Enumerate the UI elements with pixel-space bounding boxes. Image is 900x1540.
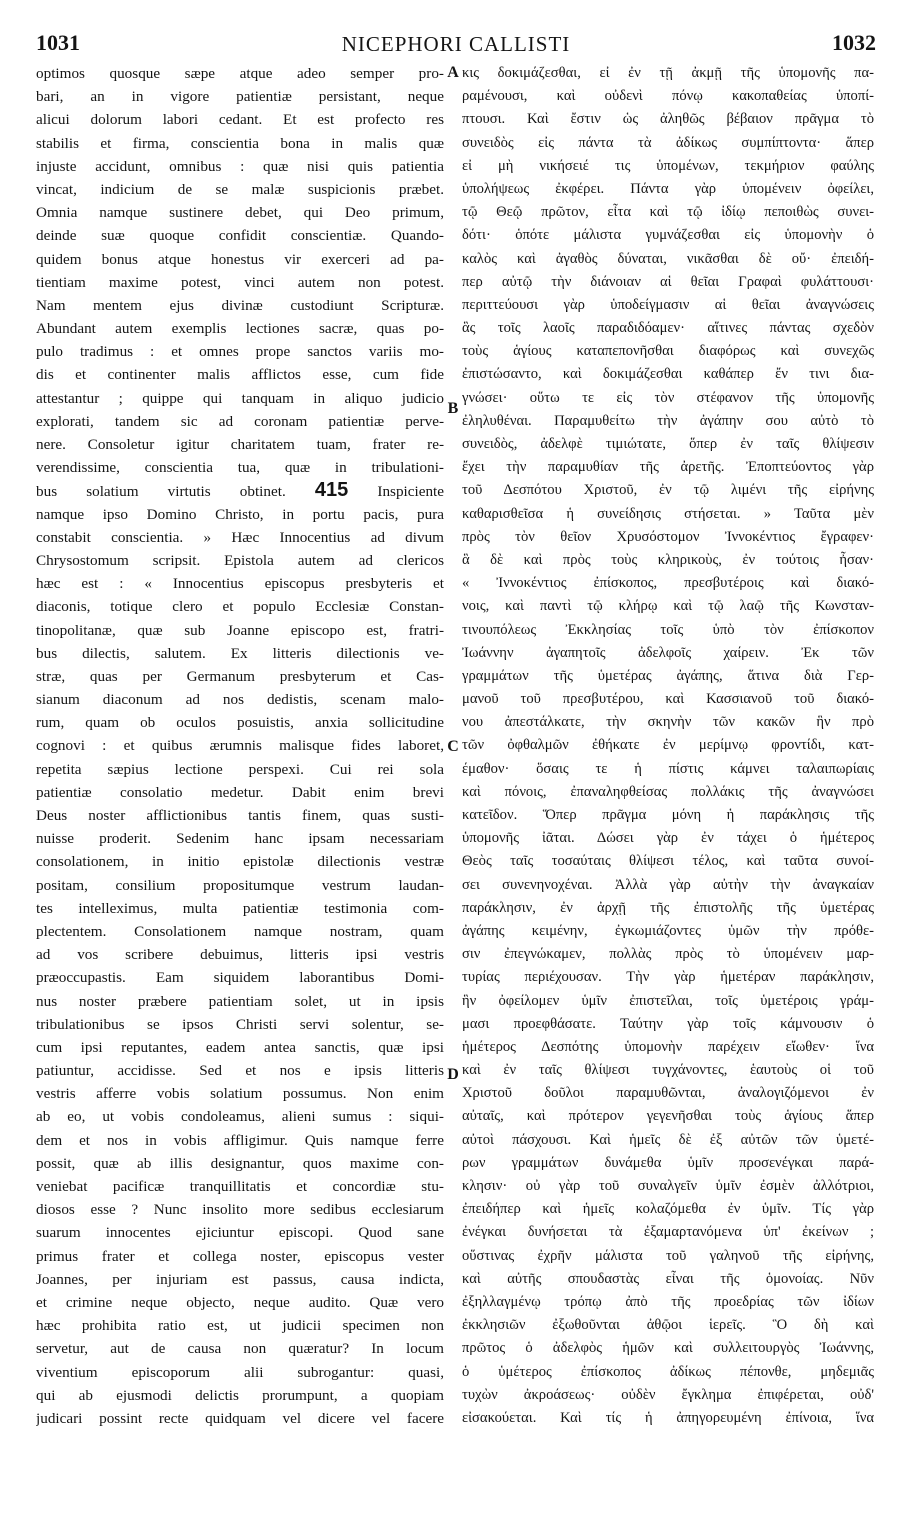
latin-text-line: pulo tradimus : et omnes prope sanctos variis mo- [36, 343, 444, 361]
latin-text-line: nuisse proderit. Sedenim hanc ipsam necessariam [36, 830, 444, 848]
greek-text-line: νοις, καὶ παντὶ τῷ κλήρῳ καὶ τῷ λαῷ τῆς Κωνσταν- [462, 598, 874, 615]
latin-text-segment: Inspiciente [377, 483, 444, 501]
latin-text-line: deinde suæ quoque confidit conscientiæ. Quando- [36, 227, 444, 245]
latin-text-line: injuste accidunt, omnibus : quæ nisi quis patientia [36, 157, 444, 175]
greek-text-line: σιν ἐπεγνώκαμεν, πολλὰς πρὸς τὸ ὑπομένειν μαρ- [462, 946, 874, 963]
greek-text-line: κατεῖδον. Ὅπερ πρᾶγμα μόνη ἡ παράκλησις τῆς [462, 807, 874, 823]
greek-text-line: καθαρισθεῖσα ἡ συνείδησις στήσεται. » Ταῦτα μὲν [462, 505, 874, 522]
greek-text-line: ἣν ὀφείλομεν ὑμῖν ἐπιστεῖλαι, τοῖς ὑμετέροις γράμ- [462, 992, 874, 1009]
greek-text-line: ἐκκλησιῶν ἐξωθοῦνται ἀθῷοι ἱερεῖς. Ὃ δὴ καὶ [462, 1317, 874, 1334]
latin-text-line: tientiam maxime potest, vinci autem non potest. [36, 273, 444, 291]
latin-text-line: viventium episcoporum alii subrogantur: quasi, [36, 1363, 444, 1381]
latin-text-line: hæc prohibita ratio est, ut judicii specimen non [36, 1317, 444, 1335]
latin-text-line: vincat, indicium de se malæ suspicionis præbet. [36, 180, 444, 198]
latin-text-line: cum ipsi reputantes, eadem antea sanctis, quæ ipsi [36, 1038, 444, 1056]
greek-text-line: ρων γραμμάτων δυνάμεθα ὑμῖν προσενέγκαι παρά- [462, 1154, 874, 1171]
latin-text-line: stabilis et firma, conscientia bona in malis quæ [36, 134, 444, 152]
latin-text-line: dis et continenter malis afflictos esse, cum fide [36, 366, 444, 384]
latin-text-line: Joannes, per injuriam est passus, causa indicta, [36, 1270, 444, 1288]
latin-text-line: repetita sæpius lectione perspexi. Cui rei sola [36, 760, 444, 778]
latin-text-line: namque ipso Domino Christo, in portu pacis, pura [36, 505, 444, 523]
greek-text-line: τυρίας περιέχουσαν. Τὴν γὰρ ἡμετέραν παράκλησιν, [462, 969, 874, 986]
latin-text-line: primus frater et collega noster, episcopus vester [36, 1247, 444, 1265]
margin-marker-c: C [447, 738, 459, 755]
latin-text-line: patiuntur, accidisse. Sed et nos e ipsis litteris [36, 1062, 444, 1080]
page-header [36, 30, 876, 60]
greek-text-line: τῶν ὀφθαλμῶν ἐθήκατε ἐν μερίμνῳ φροντίδι, κατ- [462, 737, 874, 754]
greek-text-line: περιττεύουσι γὰρ ὑποδείγμασιν αἱ θεῖαι ἀναγνώσεις [462, 296, 874, 313]
greek-text-line: Χριστοῦ δοῦλοι παραμυθῶνται, ἀναλογιζόμενοι ἐν [462, 1085, 874, 1102]
margin-marker-a: A [447, 64, 459, 81]
greek-text-line: κλησιν· οὐ γὰρ τοῦ συναλγεῖν ὑμῖν ἐσμὲν ἀλλότριοι, [462, 1178, 874, 1194]
margin-marker-b: B [447, 400, 459, 417]
greek-text-line: ὁ ὑμέτερος ἐπίσκοπος ἀδίκως πέπονθε, μηδεμιᾶς [462, 1363, 874, 1380]
greek-text-line: ἐξηλλαγμένῳ τρόπῳ ἀπὸ τῆς προεδρίας τῶν ἰδίων [462, 1293, 874, 1310]
page-number-left: 1031 [36, 30, 80, 55]
latin-text-line: positam, consilium propositumque vestrum laudan- [36, 876, 444, 894]
greek-text-line: καὶ αὐτῆς σπουδαστὰς εἶναι τῆς ὁμονοίας. Νῦν [462, 1270, 874, 1287]
greek-text-line: νου ἀπεστάλκατε, τὴν σκηνὴν τῶν κακῶν ἣν πρὸ [462, 714, 874, 731]
latin-text-line: patientiæ consolatio medetur. Dabit enim brevi [36, 783, 444, 801]
latin-text-line: verendissime, conscientia tua, quæ in tribulationi- [36, 459, 444, 477]
latin-text-line: dem et nos in vobis affligimur. Quis namque ferre [36, 1131, 444, 1149]
greek-text-line: καλὸς καὶ ἀγαθὸς δύναται, νικᾶσθαι δὲ οὔ· ἐπειδή- [462, 250, 874, 267]
latin-text-line: explorati, tandem sic ad coronam patientiæ perve- [36, 412, 444, 430]
greek-text-line: σει συνενηνοχέναι. Ἀλλὰ γὰρ αὐτὴν τὴν ἀναγκαίαν [462, 876, 874, 893]
greek-text-line: οὕστινας ἐχρῆν μάλιστα τοῦ γαληνοῦ τῆς εἰρήνης, [462, 1247, 874, 1264]
greek-text-line: πρῶτος ὁ ἀδελφὸς ἡμῶν καὶ συλλειτουργὸς Ἰωάννης, [462, 1340, 874, 1357]
latin-text-line: Omnia namque sustinere debet, qui Deo primum, [36, 204, 444, 222]
greek-text-line: ἔχει τὴν παραμυθίαν τῆς ἀρετῆς. Ἐποπτεύοντος γὰρ [462, 459, 874, 476]
latin-text-line-with-column-number [36, 479, 444, 502]
latin-text-line: quidem bonus atque honestus vir exerceri ad pa- [36, 250, 444, 268]
latin-text-line: tes intelleximus, multa patientiæ testimonia com- [36, 899, 444, 917]
greek-text-line: πτουσι. Καὶ ἔστιν ὡς ἀληθῶς βέβαιον πρᾶγμα τὸ [462, 111, 874, 128]
greek-text-line: εἰ μὴ νικήσειέ τις ὑπομένων, τεκμήριον φαύλης [462, 157, 874, 174]
greek-text-line: ἃς τοῖς λαοῖς παραδιδόαμεν· αἵτινες πάντας σχεδὸν [462, 320, 874, 337]
latin-text-line: consolationem, in initio epistolæ dilectionis vestræ [36, 853, 444, 871]
greek-text-line: περ αὐτῷ τὴν διάνοιαν αἱ θεῖαι Γραφαὶ φυλάττουσι· [462, 273, 874, 290]
latin-text-line: attestantur ; quippe qui tanquam in aliquo judicio [36, 389, 444, 407]
latin-text-line: optimos quosque sæpe atque adeo semper pro- [36, 65, 444, 82]
latin-text-line: bus dilectis, salutem. Ex litteris dilectionis ve- [36, 644, 444, 662]
latin-text-line: Abundant autem exemplis lectiones sacræ, quas po- [36, 320, 444, 338]
latin-text-line: Chrysostomum scripsit. Epistola autem ad clericos [36, 551, 444, 569]
greek-text-line: συνειδὸς εἰς πάντα τὰ ἀδίκως συμπίπτοντα· ἅπερ [462, 134, 874, 151]
greek-text-line: ἐπειδήπερ καὶ ἡμεῖς κολαζόμεθα ἐν ὑμῖν. Τίς γὰρ [462, 1201, 874, 1218]
column-number: 415 [314, 479, 349, 502]
latin-text-line: bari, an in vigore patientiæ persistant, neque [36, 88, 444, 106]
latin-text-line: Nam mentem ejus divinæ custodiunt Scripturæ. [36, 296, 444, 314]
latin-text-line: et crimine neque objecto, neque audito. Quæ vero [36, 1293, 444, 1311]
greek-text-line: ἀγάπης κειμένην, ἐγκωμιάζοντες ὑμῶν τὴν πρόθε- [462, 922, 874, 939]
latin-text-line: possit, quæ ab illis designantur, quos maxime con- [36, 1154, 444, 1172]
latin-text-line: diaconis, totique clero et populo Ecclesiæ Constan- [36, 598, 444, 616]
greek-text-line: πρὸς τὸν θεῖον Χρυσόστομον Ἰννοκέντιος ἔγραφεν· [462, 528, 874, 545]
greek-text-line: αὐταῖς, καὶ πρότερον γεγενῆσθαι τοὺς ἁγίους ἅπερ [462, 1108, 874, 1125]
greek-text-line: αὐτοὶ πάσχουσι. Καὶ ἡμεῖς δὲ ἐξ αὐτῶν τῶν ὑμετέ- [462, 1131, 874, 1148]
greek-text-line: ραμένουσι, καὶ οὐδενὶ πόνῳ κακοπαθείας ὑποπί- [462, 88, 874, 105]
greek-text-line: γραμμάτων τῆς ὑμετέρας ἀγάπης, ἅτινα διὰ Γερ- [462, 667, 874, 684]
latin-text-segment: bus solatium virtutis obtinet. [36, 483, 286, 501]
greek-text-line: συνειδὸς, ἀδελφὲ τιμιώτατε, ὅπερ ἐν ταῖς θλίψεσιν [462, 436, 874, 452]
running-title: NICEPHORI CALLISTI [341, 32, 571, 56]
greek-text-line: ὑπομονῆς ἰᾶται. Δώσει γὰρ ἐν τάχει ὁ ἡμέτερος [462, 830, 874, 847]
latin-text-line: nus noster præbere patientiam solet, ut in ipsis [36, 992, 444, 1010]
latin-text-line: suarum innocentes ejiciuntur episcopi. Quod sane [36, 1224, 444, 1242]
margin-marker-d: D [447, 1066, 459, 1083]
greek-text-line: καὶ πόνοις, ἐπαναληφθείσας πολλάκις τῆς ἀναγνώσει [462, 783, 874, 800]
latin-text-line: veniebat pacificæ tranquillitatis et concordiæ stu- [36, 1178, 444, 1195]
latin-text-line: alicui dolorum labori cedant. Et est profecto res [36, 111, 444, 129]
latin-text-line: qui ab ejusmodi delictis prorumpunt, a quopiam [36, 1386, 444, 1404]
page-number-right: 1032 [832, 30, 876, 55]
greek-text-line: ἐπιστώσαντο, καὶ δοκιμάζεσθαι καθάπερ ἔν τινι δια- [462, 366, 874, 383]
greek-text-line: εἰσακούεται. Καὶ τίς ἡ ἀπηγορευμένη ἐπίνοια, ἵνα [462, 1409, 874, 1426]
greek-text-line: μασι προεφθάσατε. Ταύτην γὰρ τοῖς κάμνουσιν ὁ [462, 1015, 874, 1032]
latin-text-line: sianum diaconum ad nos dedistis, scenam malo- [36, 691, 444, 709]
greek-text-line: τυχὼν ἀκροάσεως· οὐδὲν ἔγκλημα ἐπιφέρεται, οὐδ' [462, 1386, 874, 1403]
latin-text-line: præoccupastis. Eam siquidem laborantibus Domi- [36, 969, 444, 987]
latin-text-line: vestris afferre vobis solatium possumus. Non enim [36, 1085, 444, 1103]
latin-text-line: cognovi : et quibus ærumnis malisque fides laboret, [36, 737, 444, 755]
greek-text-line: ἐνέγκαι δυνήσεται τὰ ἐξαμαρτανόμενα ὑπ' ἐκείνων ; [462, 1224, 874, 1241]
latin-text-line: nere. Consoletur igitur charitatem tuam, frater re- [36, 436, 444, 453]
greek-text-line: ἡμέτερος Δεσπότης ὑπομονὴν παρέχειν εἴωθεν· ἵνα [462, 1038, 874, 1055]
latin-text-line: servetur, aut de causa non quæratur? In locum [36, 1340, 444, 1358]
greek-column [462, 62, 874, 1430]
greek-text-line: μανοῦ τοῦ πρεσβυτέρου, καὶ Κασσιανοῦ τοῦ διακό- [462, 691, 874, 708]
greek-text-line: τῷ Θεῷ πρῶτον, εἶτα καὶ τῷ ἰδίῳ πεποιθὼς συνει- [462, 204, 874, 221]
latin-text-line: tinopolitanæ, quæ sub Joanne episcopo est, fratri- [36, 621, 444, 639]
latin-text-line: stræ, quas per Germanum presbyterum et Cas- [36, 667, 444, 685]
greek-text-line: καὶ ἐν ταῖς θλίψεσι τυγχάνοντες, ἑαυτοὺς οἱ τοῦ [462, 1062, 874, 1079]
latin-text-line: ad vos scribere debuimus, litteris ipsi vestris [36, 946, 444, 964]
greek-text-line: Ἰωάννην ἀγαπητοῖς ἀδελφοῖς χαίρειν. Ἐκ τῶν [462, 644, 874, 661]
greek-text-line: τινουπόλεως Ἐκκλησίας τοῖς ὑπὸ τὸν ἐπίσκοπον [462, 621, 874, 638]
latin-text-line: judicari possint recte quidquam vel dicere vel facere [36, 1409, 444, 1427]
greek-text-line: τοὺς ἁγίους καταπεπονῆσθαι διαφόρως καὶ συνεχῶς [462, 343, 874, 360]
latin-text-line: diosos esse ? Nunc insolito more sedibus ecclesiarum [36, 1201, 444, 1219]
latin-text-line: ab eo, ut vobis condoleamus, alieni sumus : siqui- [36, 1108, 444, 1126]
latin-text-line: constabit conscientia. » Hæc Innocentius ad divum [36, 528, 444, 546]
latin-text-line: tribulationibus se ipsos Christi servi solentur, se- [36, 1015, 444, 1033]
greek-text-line: δότι· ὁπότε μάλιστα γυμνάζεσθαι εἰς ὑπομονὴν ὁ [462, 227, 874, 244]
latin-text-line: hæc est : « Innocentius episcopus presbyteris et [36, 575, 444, 593]
greek-text-line: τοῦ Δεσπότου Χριστοῦ, ἐν τῷ λιμένι τῆς εἰρήνης [462, 482, 874, 499]
latin-text-line: plectentem. Consolationem namque nostram, quam [36, 922, 444, 940]
greek-text-line: κις δοκιμάζεσθαι, εἰ ἐν τῇ ἀκμῇ τῆς ὑπομονῆς πα- [462, 65, 874, 81]
greek-text-line: γνώσει· οὕτω τε εἰς τὸν στέφανον τῆς ὑπομονῆς [462, 389, 874, 406]
greek-text-line: ὑπολήψεως ἐκφέρει. Πάντα γὰρ ὑπομένειν ὀφείλει, [462, 180, 874, 197]
greek-text-line: « Ἰννοκέντιος ἐπίσκοπος, πρεσβυτέροις καὶ διακό- [462, 575, 874, 592]
greek-text-line: ἐληλυθέναι. Παραμυθείτω τὴν ἀγάπην σου αὐτὸ τὸ [462, 412, 874, 429]
latin-text-line: rum, quam ob oculos posuistis, anxia sollicitudine [36, 714, 444, 732]
greek-text-line: ἃ δὲ καὶ πρὸς τοὺς κληρικοὺς, ἐν τούτοις ἦσαν· [462, 551, 874, 568]
latin-column [36, 62, 444, 1430]
greek-text-line: έμαθον· ὅσαις τε ἡ πίστις κάμνει ταλαιπωρίαις [462, 760, 874, 777]
latin-text-line: Deus noster afflictionibus tantis finem, quas susti- [36, 807, 444, 824]
greek-text-line: Θεὸς ταῖς τοσαύταις θλίψεσι τέλος, καὶ ταῦτα συνοί- [462, 853, 874, 870]
greek-text-line: παράκλησιν, ἐν ἀρχῇ τῆς ἐπιστολῆς τῆς ὑμετέρας [462, 899, 874, 916]
